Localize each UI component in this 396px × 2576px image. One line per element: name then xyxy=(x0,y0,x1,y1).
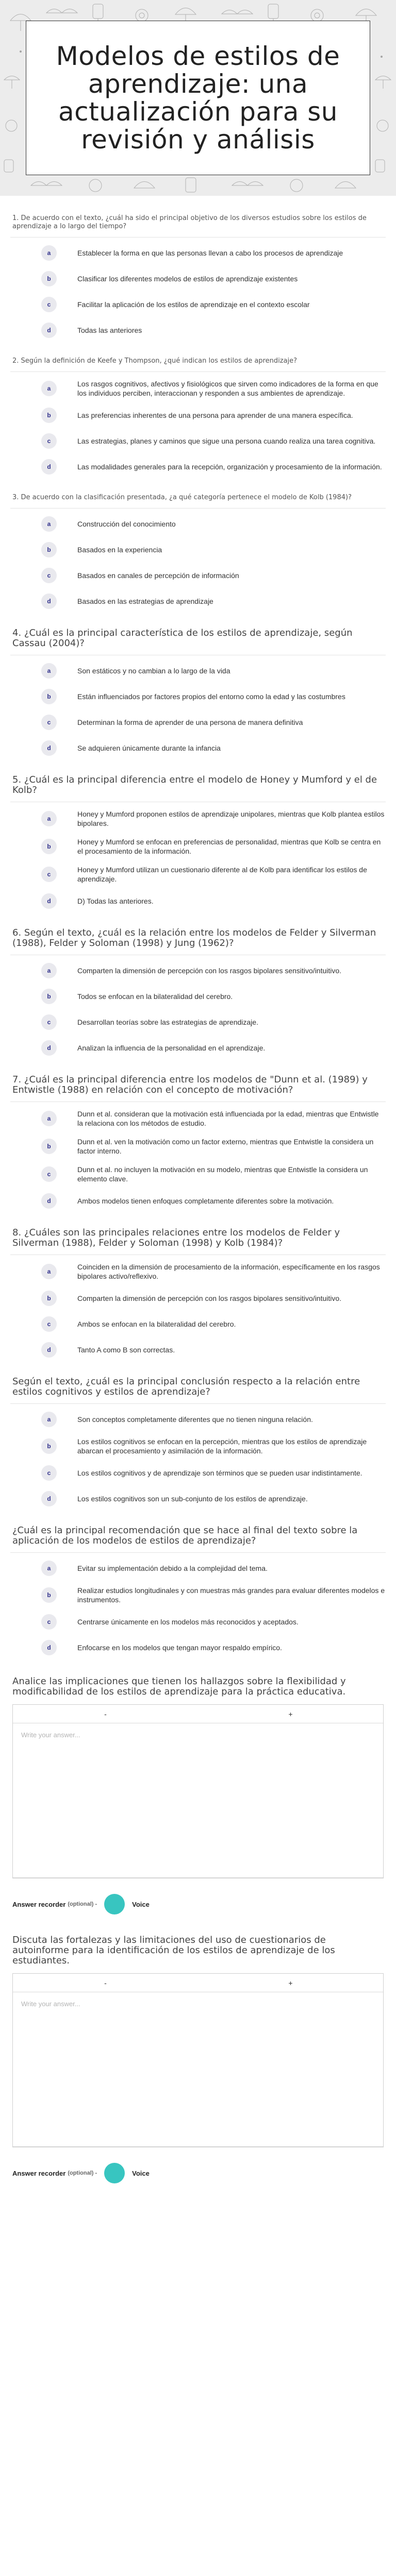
question-block xyxy=(10,207,386,338)
column-minus: - xyxy=(104,1709,107,1718)
answer-recorder xyxy=(12,1894,384,1914)
option-letter-badge[interactable]: d xyxy=(41,1040,57,1056)
option-text: Son estáticos y no cambian a lo largo de la vida xyxy=(77,667,230,675)
voice-label: Voice xyxy=(132,2169,150,2177)
option-letter-badge[interactable]: a xyxy=(41,516,57,532)
open-question-block xyxy=(10,1928,386,2183)
option-text: Evitar su implementación debido a la complejidad del tema. xyxy=(77,1564,268,1572)
question-text: Analice las implicaciones que tienen los hallazgos sobre la flexibilidad y modificabilidad de los estilos de aprendizaje para la práctica educativa. xyxy=(12,1676,346,1697)
option-letter-badge[interactable]: c xyxy=(41,297,57,312)
answer-text-area[interactable] xyxy=(13,1723,383,1878)
option-text: Establecer la forma en que las personas llevan a cabo los procesos de aprendizaje xyxy=(77,249,343,257)
option-letter-badge[interactable]: d xyxy=(41,1640,57,1655)
answer-option[interactable] xyxy=(10,988,386,1005)
option-text: Basados en la experiencia xyxy=(77,546,162,554)
answer-option[interactable] xyxy=(10,1342,386,1358)
option-letter-badge[interactable]: b xyxy=(41,1291,57,1306)
option-text: Ambos modelos tienen enfoques completamente diferentes sobre la motivación. xyxy=(77,1197,334,1205)
option-letter-badge[interactable]: a xyxy=(41,1412,57,1427)
recorder-optional-note: (optional) - xyxy=(68,1901,97,1907)
option-letter-badge[interactable]: c xyxy=(41,715,57,730)
option-text: Las estrategias, planes y caminos que sigue una persona cuando realiza una tarea cognitiva. xyxy=(77,437,376,445)
answer-option[interactable] xyxy=(10,593,386,609)
question-divider xyxy=(10,1101,386,1102)
option-text: Centrarse únicamente en los modelos más reconocidos y aceptados. xyxy=(77,1618,299,1626)
option-letter-badge[interactable]: d xyxy=(41,1342,57,1358)
question-block xyxy=(10,350,386,475)
option-letter-badge[interactable]: c xyxy=(41,433,57,449)
answer-option[interactable] xyxy=(10,1014,386,1030)
question-block xyxy=(10,1067,386,1209)
option-letter-badge[interactable]: d xyxy=(41,1193,57,1209)
answer-option[interactable] xyxy=(10,714,386,731)
answer-option[interactable] xyxy=(10,1490,386,1507)
column-minus: - xyxy=(104,1978,107,1987)
question-block xyxy=(10,621,386,756)
answer-option[interactable] xyxy=(10,1109,386,1128)
question-block xyxy=(10,921,386,1056)
answer-option[interactable] xyxy=(10,1165,386,1183)
option-text: Se adquieren únicamente durante la infancia xyxy=(77,744,221,752)
option-letter-badge[interactable]: b xyxy=(41,542,57,557)
option-text: Ambos se enfocan en la bilateralidad del cerebro. xyxy=(77,1320,236,1328)
option-letter-badge[interactable]: b xyxy=(41,408,57,423)
option-letter-badge[interactable]: c xyxy=(41,1014,57,1030)
option-text: Dunn et al. ven la motivación como un factor externo, mientras que Entwistle la considera un factor interno. xyxy=(77,1138,374,1155)
option-text: Todos se enfocan en la bilateralidad del cerebro. xyxy=(77,992,233,1001)
option-text: Honey y Mumford utilizan un cuestionario diferente al de Kolb para identificar los estilos de aprendizaje. xyxy=(77,866,367,883)
option-text: Los estilos cognitivos son un sub-conjunto de los estilos de aprendizaje. xyxy=(77,1495,308,1503)
option-text: Analizan la influencia de la personalidad en el aprendizaje. xyxy=(77,1044,266,1052)
record-voice-button[interactable] xyxy=(104,1894,125,1914)
answer-option[interactable] xyxy=(10,270,386,287)
question-divider xyxy=(10,371,386,372)
option-letter-badge[interactable]: b xyxy=(41,689,57,704)
option-letter-badge[interactable]: a xyxy=(41,963,57,978)
option-text: Desarrollan teorías sobre las estrategias de aprendizaje. xyxy=(77,1018,258,1026)
answer-text-area[interactable] xyxy=(13,1992,383,2147)
answer-option[interactable] xyxy=(10,296,386,313)
answer-table xyxy=(12,1704,384,1878)
answer-option[interactable] xyxy=(10,433,386,449)
recorder-label: Answer recorder xyxy=(12,2169,66,2177)
answer-recorder xyxy=(12,2163,384,2183)
option-letter-badge[interactable]: a xyxy=(41,1561,57,1576)
open-question-block xyxy=(10,1669,386,1914)
question-divider xyxy=(10,508,386,509)
option-letter-badge[interactable]: a xyxy=(41,381,57,396)
answer-table-header xyxy=(13,1974,383,1992)
column-plus: + xyxy=(288,1978,293,1987)
option-letter-badge[interactable]: d xyxy=(41,1491,57,1506)
option-text: Las modalidades generales para la recepción, organización y procesamiento de la información. xyxy=(77,463,382,471)
option-text: Están influenciados por factores propios del entorno como la edad y las costumbres xyxy=(77,692,345,701)
answer-option[interactable] xyxy=(10,541,386,558)
answer-option[interactable] xyxy=(10,1137,386,1156)
option-text: Dunn et al. consideran que la motivación está influenciada por la edad, mientras que Entwistle la relaciona con los métodos de estudio. xyxy=(77,1110,379,1127)
column-plus: + xyxy=(288,1709,293,1718)
question-block xyxy=(10,1369,386,1507)
page-title: Modelos de estilos de aprendizaje: una actualización para su revisión y análisis xyxy=(56,41,340,155)
question-block xyxy=(10,486,386,609)
recorder-optional-note: (optional) - xyxy=(68,2170,97,2176)
question-text: Discuta las fortalezas y las limitaciones del uso de cuestionarios de autoinforme para la identificación de los estilos de aprendizaje de los estudiantes. xyxy=(12,1935,335,1966)
answer-option[interactable] xyxy=(10,893,386,909)
answer-option[interactable] xyxy=(10,1193,386,1209)
option-letter-badge[interactable]: d xyxy=(41,323,57,338)
answer-option[interactable] xyxy=(10,1262,386,1281)
record-voice-button[interactable] xyxy=(104,2163,125,2183)
option-letter-badge[interactable]: b xyxy=(41,1139,57,1154)
option-text: Enfocarse en los modelos que tengan mayor respaldo empírico. xyxy=(77,1643,282,1652)
answer-option[interactable] xyxy=(10,663,386,679)
option-letter-badge[interactable]: a xyxy=(41,663,57,679)
question-block xyxy=(10,768,386,909)
option-letter-badge[interactable]: d xyxy=(41,594,57,609)
answer-placeholder: Write your answer... xyxy=(21,1731,80,1739)
option-text: Basados en las estrategias de aprendizaje xyxy=(77,597,213,605)
title-box xyxy=(26,21,370,175)
question-text: 8. ¿Cuáles son las principales relaciones entre los modelos de Felder y Silverman (1988), Felder y Soloman (1998) y Kolb (1984)? xyxy=(12,1227,340,1248)
worksheet-content xyxy=(0,207,396,2183)
option-text: Honey y Mumford se enfocan en preferencias de personalidad, mientras que Kolb se centra en el procesamiento de la información. xyxy=(77,838,381,855)
answer-option[interactable] xyxy=(10,459,386,475)
answer-placeholder: Write your answer... xyxy=(21,2000,80,2008)
option-letter-badge[interactable]: b xyxy=(41,1587,57,1603)
question-divider xyxy=(10,237,386,238)
option-text: Tanto A como B son correctas. xyxy=(77,1346,175,1354)
option-text: Todas las anteriores xyxy=(77,326,142,334)
option-letter-badge[interactable]: a xyxy=(41,1264,57,1279)
answer-option[interactable] xyxy=(10,1411,386,1428)
option-letter-badge[interactable]: a xyxy=(41,245,57,261)
answer-option[interactable] xyxy=(10,516,386,532)
option-text: Los estilos cognitivos se enfocan en la percepción, mientras que los estilos de aprendizaje abarcan el procesamiento y asimilación de la información. xyxy=(77,1437,367,1455)
option-text: Clasificar los diferentes modelos de estilos de aprendizaje existentes xyxy=(77,275,298,283)
option-text: Determinan la forma de aprender de una persona de manera definitiva xyxy=(77,718,303,726)
option-letter-badge[interactable]: a xyxy=(41,1111,57,1126)
question-divider xyxy=(10,1552,386,1553)
answer-option[interactable] xyxy=(10,1560,386,1577)
answer-option[interactable] xyxy=(10,1316,386,1332)
question-text: 5. ¿Cuál es la principal diferencia entre el modelo de Honey y Mumford y el de Kolb? xyxy=(12,774,377,795)
option-letter-badge[interactable]: d xyxy=(41,740,57,756)
answer-option[interactable] xyxy=(10,379,386,398)
question-text: ¿Cuál es la principal recomendación que se hace al final del texto sobre la aplicación de los modelos de estilos de aprendizaje? xyxy=(12,1525,358,1546)
question-block xyxy=(10,1518,386,1656)
option-letter-badge[interactable]: c xyxy=(41,1614,57,1630)
answer-option[interactable] xyxy=(10,1586,386,1604)
option-letter-badge[interactable]: b xyxy=(41,989,57,1004)
option-letter-badge[interactable]: d xyxy=(41,459,57,474)
answer-option[interactable] xyxy=(10,245,386,261)
option-letter-badge[interactable]: d xyxy=(41,893,57,909)
answer-option[interactable] xyxy=(10,567,386,584)
option-letter-badge[interactable]: b xyxy=(41,839,57,854)
answer-option[interactable] xyxy=(10,1040,386,1056)
question-text: 2. Según la definición de Keefe y Thompson, ¿qué indican los estilos de aprendizaje? xyxy=(12,357,298,365)
option-letter-badge[interactable]: b xyxy=(41,271,57,286)
answer-option[interactable] xyxy=(10,407,386,423)
header-banner xyxy=(0,0,396,196)
option-text: Basados en canales de percepción de información xyxy=(77,571,239,580)
answer-option[interactable] xyxy=(10,962,386,979)
question-text: 7. ¿Cuál es la principal diferencia entre los modelos de "Dunn et al. (1989) y Entwistle (1988) en relación con el concepto de motivación? xyxy=(12,1074,368,1095)
answer-option[interactable] xyxy=(10,688,386,705)
option-text: Realizar estudios longitudinales y con muestras más grandes para evaluar diferentes modelos e instrumentos. xyxy=(77,1586,385,1604)
option-text: Las preferencias inherentes de una persona para aprender de una manera específica. xyxy=(77,411,353,419)
option-text: Coinciden en la dimensión de procesamiento de la información, específicamente en los rasgos bipolares activo/reflexivo. xyxy=(77,1263,380,1280)
option-text: Comparten la dimensión de percepción con los rasgos bipolares sensitivo/intuitivo. xyxy=(77,967,342,975)
option-text: Comparten la dimensión de percepción con los rasgos bipolares sensitivo/intuitivo. xyxy=(77,1294,342,1302)
question-block xyxy=(10,1221,386,1358)
answer-option[interactable] xyxy=(10,322,386,338)
question-divider xyxy=(10,1403,386,1404)
question-text: 6. Según el texto, ¿cuál es la relación entre los modelos de Felder y Silverman (1988), Felder y Soloman (1998) y Jung (1962)? xyxy=(12,927,376,948)
option-letter-badge[interactable]: a xyxy=(41,811,57,826)
recorder-label: Answer recorder xyxy=(12,1900,66,1908)
question-text: Según el texto, ¿cuál es la principal conclusión respecto a la relación entre estilos cognitivos y estilos de aprendizaje? xyxy=(12,1376,360,1397)
option-text: D) Todas las anteriores. xyxy=(77,897,154,905)
question-text: 1. De acuerdo con el texto, ¿cuál ha sido el principal objetivo de los diversos estudios sobre los estilos de aprendizaje a lo largo del tiempo? xyxy=(12,214,367,230)
option-text: Los estilos cognitivos y de aprendizaje son términos que se pueden usar indistintamente. xyxy=(77,1469,362,1477)
option-letter-badge[interactable]: c xyxy=(41,867,57,882)
answer-option[interactable] xyxy=(10,1290,386,1307)
option-text: Dunn et al. no incluyen la motivación en su modelo, mientras que Entwistle la considera un elemento clave. xyxy=(77,1165,368,1183)
option-letter-badge[interactable]: c xyxy=(41,1316,57,1332)
answer-option[interactable] xyxy=(10,1465,386,1481)
voice-label: Voice xyxy=(132,1900,150,1908)
option-text: Facilitar la aplicación de los estilos de aprendizaje en el contexto escolar xyxy=(77,300,310,309)
option-letter-badge[interactable]: b xyxy=(41,1438,57,1454)
option-text: Honey y Mumford proponen estilos de aprendizaje unipolares, mientras que Kolb plantea estilos bipolares. xyxy=(77,810,385,827)
answer-option[interactable] xyxy=(10,865,386,884)
question-text: 3. De acuerdo con la clasificación presentada, ¿a qué categoría pertenece el modelo de Kolb (1984)? xyxy=(12,494,352,501)
option-letter-badge[interactable]: c xyxy=(41,1166,57,1182)
option-text: Construcción del conocimiento xyxy=(77,520,176,528)
answer-option[interactable] xyxy=(10,809,386,828)
question-text: 4. ¿Cuál es la principal característica de los estilos de aprendizaje, según Cassau (2004)? xyxy=(12,628,353,649)
answer-option[interactable] xyxy=(10,1639,386,1656)
answer-option[interactable] xyxy=(10,1614,386,1630)
option-text: Son conceptos completamente diferentes que no tienen ninguna relación. xyxy=(77,1415,313,1423)
answer-table xyxy=(12,1973,384,2147)
answer-option[interactable] xyxy=(10,837,386,856)
option-text: Los rasgos cognitivos, afectivos y fisiológicos que sirven como indicadores de la forma en que los individuos perciben, interaccionan y responden a sus ambientes de aprendizaje. xyxy=(77,380,378,397)
option-letter-badge[interactable]: c xyxy=(41,1465,57,1481)
answer-option[interactable] xyxy=(10,1437,386,1455)
answer-option[interactable] xyxy=(10,740,386,756)
option-letter-badge[interactable]: c xyxy=(41,568,57,583)
answer-table-header xyxy=(13,1705,383,1723)
